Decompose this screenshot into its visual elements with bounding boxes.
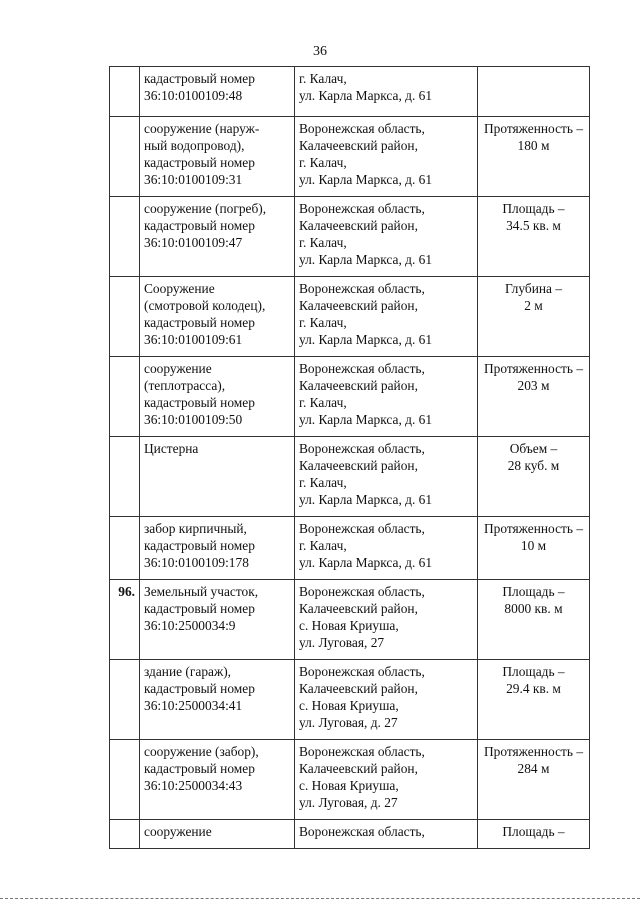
object-name-cell <box>140 740 295 820</box>
object-name-line: кадастровый номер <box>144 395 255 410</box>
object-name-line: кадастровый номер <box>144 315 255 330</box>
object-address-line: Воронежская область, <box>299 121 425 136</box>
object-address-line: Калачеевский район, <box>299 138 418 153</box>
object-characteristic-cell <box>478 437 590 517</box>
object-characteristic-cell <box>478 517 590 580</box>
object-address-line: ул. Карла Маркса, д. 61 <box>299 492 433 507</box>
object-characteristic-cell <box>478 277 590 357</box>
object-name-line: забор кирпичный, <box>144 521 247 536</box>
object-name-line: 36:10:2500034:41 <box>144 698 243 713</box>
object-address-line: Воронежская область, <box>299 281 425 296</box>
object-address-line: г. Калач, <box>299 395 347 410</box>
table-row <box>110 277 590 357</box>
object-name-line: 36:10:2500034:43 <box>144 778 243 793</box>
object-name-line: сооружение (погреб), <box>144 201 267 216</box>
property-table <box>109 66 590 849</box>
object-name-line: кадастровый номер <box>144 71 255 86</box>
object-address-line: ул. Карла Маркса, д. 61 <box>299 172 433 187</box>
object-characteristic-line: 29.4 кв. м <box>506 681 561 696</box>
table-row <box>110 517 590 580</box>
row-number <box>110 517 140 580</box>
table-row <box>110 820 590 849</box>
object-name-cell <box>140 517 295 580</box>
object-name-line: 36:10:0100109:50 <box>144 412 243 427</box>
object-name-line: 36:10:0100109:48 <box>144 88 243 103</box>
object-name-line: кадастровый номер <box>144 155 255 170</box>
row-number <box>110 740 140 820</box>
object-address-cell <box>295 67 478 117</box>
object-characteristic-cell <box>478 67 590 117</box>
object-characteristic-cell <box>478 740 590 820</box>
object-name-line: кадастровый номер <box>144 601 255 616</box>
object-characteristic-line: Протяженность – <box>483 744 584 759</box>
object-name-line: кадастровый номер <box>144 538 255 553</box>
object-name-cell <box>140 197 295 277</box>
object-address-line: Калачеевский район, <box>299 298 418 313</box>
object-characteristic-cell <box>478 357 590 437</box>
table-row <box>110 197 590 277</box>
property-table-body <box>110 67 590 849</box>
object-address-line: г. Калач, <box>299 155 347 170</box>
object-name-cell <box>140 67 295 117</box>
object-name-line: Сооружение <box>144 281 215 296</box>
object-name-line: Цистерна <box>144 441 199 456</box>
object-characteristic-line: 2 м <box>524 298 543 313</box>
object-address-cell <box>295 357 478 437</box>
object-characteristic-line: Площадь – <box>502 584 565 599</box>
row-number <box>110 67 140 117</box>
object-address-cell <box>295 580 478 660</box>
object-name-line: 36:10:0100109:61 <box>144 332 243 347</box>
object-address-line: Калачеевский район, <box>299 681 418 696</box>
row-number <box>110 437 140 517</box>
object-characteristic-cell <box>478 580 590 660</box>
object-name-line: кадастровый номер <box>144 681 255 696</box>
object-name-line: 36:10:2500034:9 <box>144 618 236 633</box>
object-name-line: (теплотрасса), <box>144 378 226 393</box>
object-address-line: Воронежская область, <box>299 361 425 376</box>
object-address-line: Калачеевский район, <box>299 761 418 776</box>
object-characteristic-line: Площадь – <box>502 664 565 679</box>
table-row <box>110 67 590 117</box>
object-address-line: Воронежская область, <box>299 664 425 679</box>
object-name-line: (смотровой колодец), <box>144 298 266 313</box>
object-address-cell <box>295 820 478 849</box>
object-characteristic-line: 34.5 кв. м <box>506 218 561 233</box>
row-number <box>110 357 140 437</box>
object-address-cell <box>295 517 478 580</box>
object-address-line: ул. Луговая, д. 27 <box>299 795 398 810</box>
object-name-line: Земельный участок, <box>144 584 259 599</box>
table-row <box>110 580 590 660</box>
table-row <box>110 740 590 820</box>
object-address-line: ул. Карла Маркса, д. 61 <box>299 332 433 347</box>
row-number <box>110 277 140 357</box>
object-address-line: ул. Карла Маркса, д. 61 <box>299 88 433 103</box>
object-address-line: с. Новая Криуша, <box>299 778 399 793</box>
object-characteristic-line: Глубина – <box>504 281 563 296</box>
object-address-line: г. Калач, <box>299 475 347 490</box>
object-address-line: Калачеевский район, <box>299 458 418 473</box>
object-address-line: г. Калач, <box>299 315 347 330</box>
table-row <box>110 357 590 437</box>
object-name-line: здание (гараж), <box>144 664 232 679</box>
object-address-line: Воронежская область, <box>299 824 425 839</box>
object-address-line: ул. Карла Маркса, д. 61 <box>299 555 433 570</box>
object-address-cell <box>295 740 478 820</box>
object-address-line: Воронежская область, <box>299 441 425 456</box>
object-address-line: г. Калач, <box>299 235 347 250</box>
object-name-line: сооружение <box>144 824 212 839</box>
object-address-line: Воронежская область, <box>299 744 425 759</box>
object-characteristic-line: Объем – <box>509 441 558 456</box>
object-name-line: кадастровый номер <box>144 761 255 776</box>
object-characteristic-line: Площадь – <box>502 824 565 839</box>
object-characteristic-line: 284 м <box>517 761 550 776</box>
object-address-line: Калачеевский район, <box>299 378 418 393</box>
object-address-line: г. Калач, <box>299 538 347 553</box>
object-address-line: ул. Карла Маркса, д. 61 <box>299 412 433 427</box>
object-characteristic-cell <box>478 197 590 277</box>
table-row <box>110 117 590 197</box>
object-name-cell <box>140 820 295 849</box>
object-characteristic-line: 10 м <box>520 538 547 553</box>
object-name-line: сооружение (забор), <box>144 744 259 759</box>
object-name-cell <box>140 660 295 740</box>
object-address-line: с. Новая Криуша, <box>299 618 399 633</box>
object-characteristic-line: Площадь – <box>502 201 565 216</box>
footer-rule <box>0 898 640 899</box>
object-address-line: ул. Луговая, д. 27 <box>299 715 398 730</box>
row-number <box>110 660 140 740</box>
object-characteristic-line: 203 м <box>517 378 550 393</box>
object-characteristic-line: Протяженность – <box>483 361 584 376</box>
object-characteristic-cell <box>478 820 590 849</box>
object-address-line: Воронежская область, <box>299 201 425 216</box>
object-address-cell <box>295 660 478 740</box>
row-number <box>110 117 140 197</box>
object-address-line: Воронежская область, <box>299 584 425 599</box>
object-name-line: 36:10:0100109:47 <box>144 235 243 250</box>
object-characteristic-line: Протяженность – <box>483 521 584 536</box>
object-address-cell <box>295 197 478 277</box>
table-row <box>110 437 590 517</box>
object-address-line: Калачеевский район, <box>299 601 418 616</box>
object-address-line: с. Новая Криуша, <box>299 698 399 713</box>
object-address-line: ул. Луговая, 27 <box>299 635 385 650</box>
object-name-line: кадастровый номер <box>144 218 255 233</box>
object-name-cell <box>140 437 295 517</box>
object-name-line: сооружение (наруж- <box>144 121 260 136</box>
row-number <box>110 820 140 849</box>
row-number: 96. <box>110 580 140 660</box>
object-name-line: сооружение <box>144 361 212 376</box>
object-address-line: Воронежская область, <box>299 521 425 536</box>
object-name-cell <box>140 277 295 357</box>
object-characteristic-cell <box>478 117 590 197</box>
object-characteristic-line: 28 куб. м <box>507 458 560 473</box>
object-name-cell <box>140 580 295 660</box>
object-address-cell <box>295 277 478 357</box>
object-name-line: 36:10:0100109:31 <box>144 172 243 187</box>
object-name-line: 36:10:0100109:178 <box>144 555 249 570</box>
object-characteristic-line: 8000 кв. м <box>504 601 563 616</box>
object-address-cell <box>295 117 478 197</box>
page-number: 36 <box>313 44 327 59</box>
object-characteristic-line: 180 м <box>517 138 550 153</box>
object-name-line: ный водопровод), <box>144 138 245 153</box>
object-name-cell <box>140 117 295 197</box>
object-name-cell <box>140 357 295 437</box>
table-row <box>110 660 590 740</box>
object-characteristic-line: Протяженность – <box>483 121 584 136</box>
object-characteristic-cell <box>478 660 590 740</box>
row-number <box>110 197 140 277</box>
object-address-line: ул. Карла Маркса, д. 61 <box>299 252 433 267</box>
object-address-cell <box>295 437 478 517</box>
object-address-line: Калачеевский район, <box>299 218 418 233</box>
object-address-line: г. Калач, <box>299 71 347 86</box>
